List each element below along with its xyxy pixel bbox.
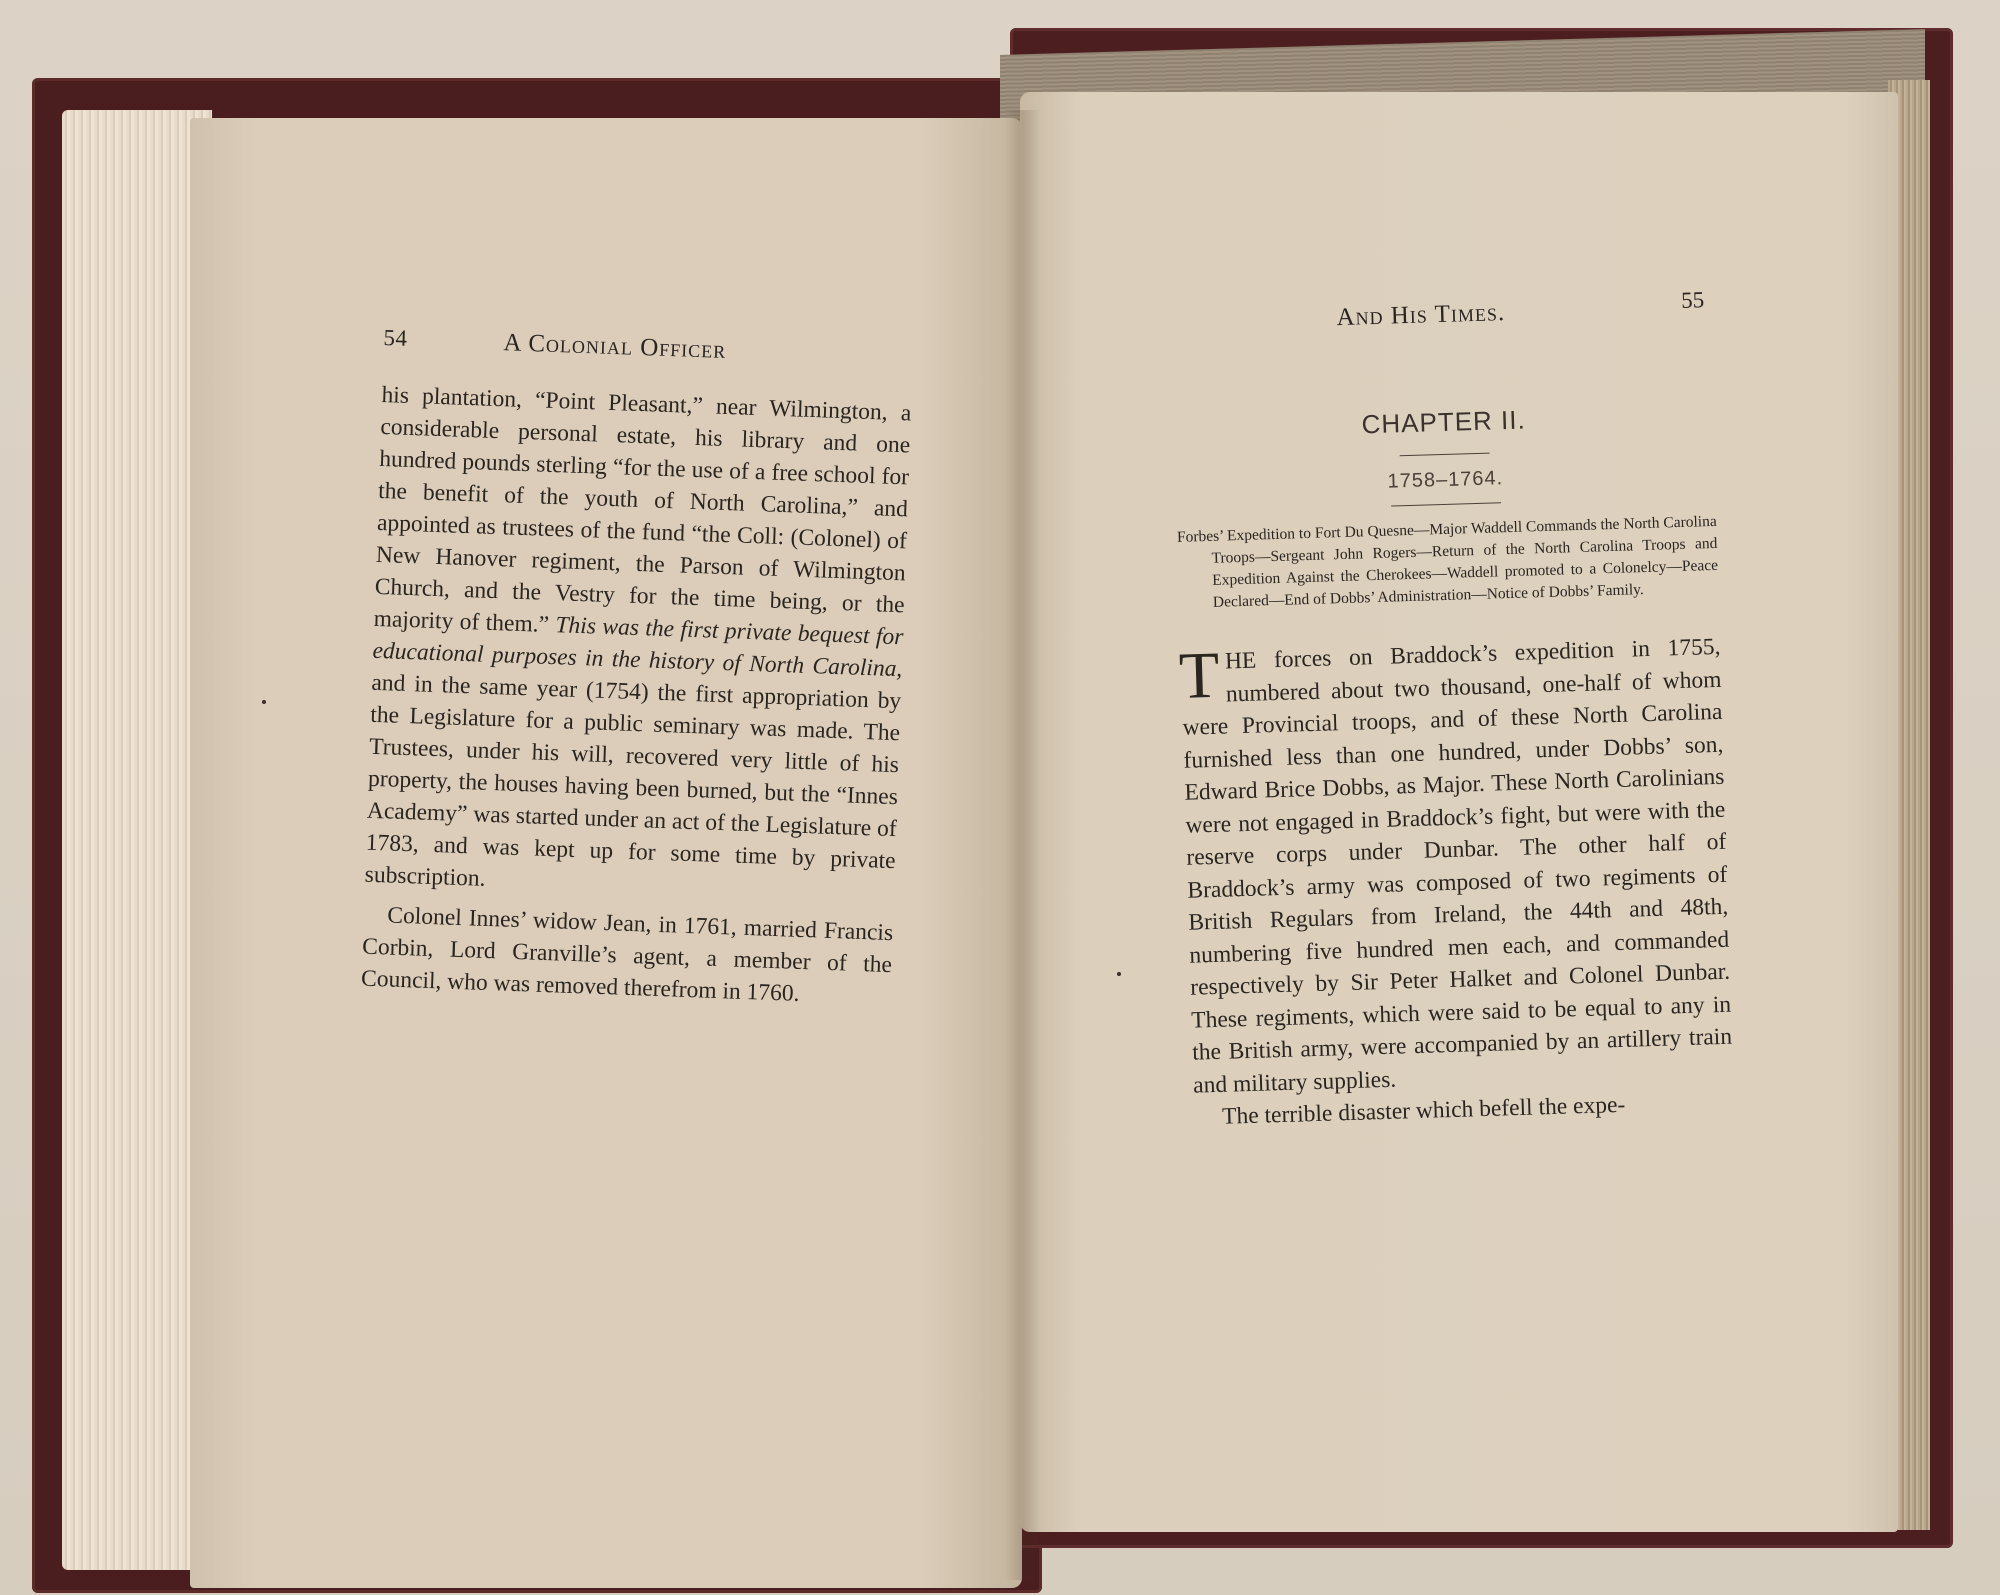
left-paragraph: [364, 379, 912, 909]
right-page-content: [1170, 287, 1734, 1134]
first-word-rest: HE: [1224, 647, 1257, 675]
right-page-number: 55: [1680, 287, 1705, 313]
chapter-years: 1758–1764.: [1387, 467, 1504, 493]
left-paragraph: Colonel Innes’ widow Jean, in 1761, married Francis Corbin, Lord Granville’s agent, a member of the Council, who was removed therefrom in 1760.: [360, 902, 894, 1007]
drop-cap: T: [1177, 638, 1221, 713]
left-page-content: [360, 325, 913, 1021]
left-paragraph-text: his plantation, “Point Pleasant,” near Wilmington, a considerable personal estate, his library and one hundred pounds sterling “for the use of a free school for the benefit of the youth of North Carolina,” and appointed as trustees of the fund “the Coll: (Colonel) of New Hanover regiment, the Parson of Wilmington Church, and the Vestry for the time being, or the majority of them.”: [373, 381, 912, 638]
right-running-title: And His Times.: [1336, 299, 1506, 332]
chapter-summary: Forbes’ Expedition to Fort Du Quesne—Major Waddell Commands the North Carolina Troops—Sergeant John Rogers—Return of the North Carolina Troops and Expedition Against the Cherokees—Waddell promoted to a Colonelcy—Peace Declared—End of Dobbs’ Administration—Notice of Dobbs’ Family.: [1176, 512, 1719, 611]
right-body-text: [1177, 631, 1734, 1134]
left-paragraph-text: and in the same year (1754) the first appropriation by the Legislature for a public seminary was made. The Trustees, under his will, recovered very little of his property, the houses having been burned, but the “Innes Academy” was started under an act of the Legislature of 1783, and was kept up for some time by private subscription.: [364, 669, 902, 892]
right-paragraph-text: forces on Braddock’s expedition in 1755, numbered about two thousand, one-half of whom were Provincial troops, and of these North Carolina furnished less than one hundred, under Dobbs’ son, Edward Brice Dobbs, as Major. These North Carolinians were not engaged in Braddock’s fight, but were with the reserve corps under Dunbar. The other half of Braddock’s army was composed of two regiments of British Regulars from Ireland, the 44th and 48th, numbering five hundred men each, and commanded respectively by Sir Peter Halket and Colonel Dunbar. These regiments, which were said to be equal to any in the British army, were accompanied by an artillery train and military supplies.: [1182, 633, 1733, 1099]
book-gutter: [1005, 110, 1041, 1580]
ink-speck: [262, 700, 266, 704]
left-body-text: [361, 379, 912, 1013]
ink-speck: [1117, 972, 1121, 976]
chapter-rule: [1400, 453, 1490, 457]
right-paragraph: The terrible disaster which befell the expe-: [1221, 1091, 1626, 1130]
left-italic-text: This was the first private bequest for educational purposes in the history of North Carolina,: [372, 612, 904, 683]
years-rule: [1391, 502, 1501, 506]
left-running-title: A Colonial Officer: [502, 329, 727, 364]
right-paragraph: [1177, 631, 1733, 1102]
left-page-number: 54: [383, 325, 408, 351]
chapter-heading: CHAPTER II.: [1361, 404, 1527, 440]
